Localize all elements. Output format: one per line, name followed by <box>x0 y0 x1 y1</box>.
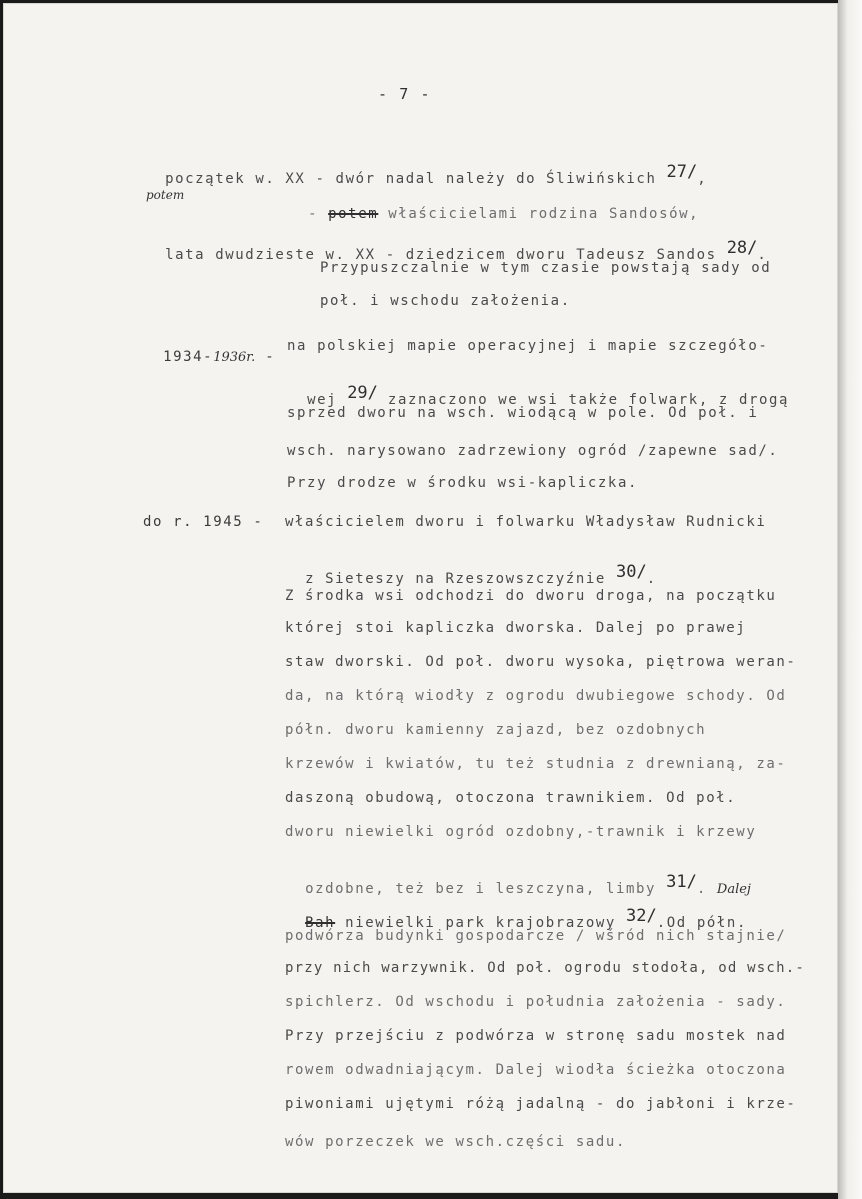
text-line: półn. dworu kamienny zajazd, bez ozdobnych <box>285 722 707 738</box>
handwritten-correction: 1936r. <box>213 350 256 365</box>
text-line: właścicielem dworu i folwarku Władysław Rudnicki <box>285 514 767 530</box>
line-text: początek w. XX - dwór nadal należy do Śliwińskich <box>165 171 657 187</box>
text-line: rowem odwadniającym. Dalej wiodła ścieżka otoczona <box>285 1062 787 1078</box>
page-number: - 7 - <box>378 85 432 103</box>
text-line: wów porzeczek we wsch.części sadu. <box>285 1134 626 1150</box>
page-edge <box>838 0 862 1199</box>
date-label <box>143 333 275 365</box>
handwritten-note: potem <box>146 188 185 202</box>
text-line: Przy drodze w środku wsi-kapliczka. <box>287 475 639 491</box>
text-line: piwoniami ujętymi różą jadalną - do jabłoni i krze- <box>285 1096 797 1112</box>
footnote-ref: 29/ <box>347 383 378 403</box>
line-text: właścicielami rodzina Sandosów, <box>378 206 700 222</box>
line-prefix: - <box>308 206 329 222</box>
text-line: podwórza budynki gospodarcze / wśród nich stajnie/ <box>285 928 787 944</box>
line-text: lata dwudzieste w. XX - dziedzicem dworu Tadeusz Sandos <box>165 247 717 263</box>
footnote-ref: 31/ <box>666 872 697 892</box>
text-line: daszoną obudową, otoczona trawnikiem. Od poł. <box>285 790 737 806</box>
line-tail: .Od półn. <box>656 915 747 931</box>
line-tail: , <box>697 171 708 187</box>
text-line: przy nich warzywnik. Od poł. ogrodu stodoła, od wsch.- <box>285 960 805 976</box>
line-text: niewielki park krajobrazowy <box>335 915 616 931</box>
line-text: wej <box>307 392 338 408</box>
line-tail: . <box>646 571 657 587</box>
struck-word: potem <box>328 206 379 222</box>
text-line: da, na którą wiodły z ogrodu dwubiegowe schody. Od <box>285 688 787 704</box>
line-tail: . <box>696 881 707 897</box>
footnote-ref: 32/ <box>626 906 657 926</box>
label-tail: - <box>255 349 276 365</box>
text-line: Przypuszczalnie w tym czasie powstają sady od <box>320 260 772 276</box>
label-text: 1934- <box>163 349 214 365</box>
footnote-ref: 30/ <box>615 562 647 582</box>
text-line: spichlerz. Od wschodu i południa założenia - sady. <box>285 994 787 1010</box>
line-tail: . <box>757 247 768 263</box>
line-text: ozdobne, też bez i leszczyna, limby <box>305 881 657 897</box>
date-label: do r. 1945 - <box>143 514 264 530</box>
text-line: dworu niewielki ogród ozdobny,-trawnik i krzewy <box>285 824 757 840</box>
text-line: Przy przejściu z podwórza w stronę sadu mostek nad <box>285 1028 787 1044</box>
text-line <box>285 890 747 931</box>
line-tail: zaznaczono we wsi także folwark, z drogą <box>377 392 790 408</box>
struck-word: Bah <box>305 915 336 931</box>
text-line: na polskiej mapie operacyjnej i mapie szczegóło- <box>287 338 769 354</box>
text-line <box>285 546 657 587</box>
line-text: z Sieteszy na Rzeszowszczyźnie <box>305 571 606 587</box>
text-line <box>287 367 789 408</box>
text-line: Z środka wsi odchodzi do dworu droga, na początku <box>285 588 777 604</box>
footnote-ref: 28/ <box>726 238 758 258</box>
text-line: której stoi kapliczka dworska. Dalej po prawej <box>285 620 747 636</box>
text-line: wsch. narysowano zadrzewiony ogród /zapewne sad/. <box>287 443 779 459</box>
text-line: krzewów i kwiatów, tu też studnia z drewnianą, za- <box>285 756 787 772</box>
text-line <box>145 146 707 187</box>
footnote-ref: 27/ <box>666 162 698 182</box>
text-line: sprzed dworu na wsch. wiodącą w pole. Od poł. i <box>287 405 759 421</box>
handwritten-insertion: Dalej <box>716 882 751 897</box>
text-line: staw dworski. Od poł. dworu wysoka, piętrowa weran- <box>285 654 797 670</box>
text-line <box>145 222 767 263</box>
text-line <box>288 190 699 222</box>
text-line: poł. i wschodu założenia. <box>320 293 571 309</box>
